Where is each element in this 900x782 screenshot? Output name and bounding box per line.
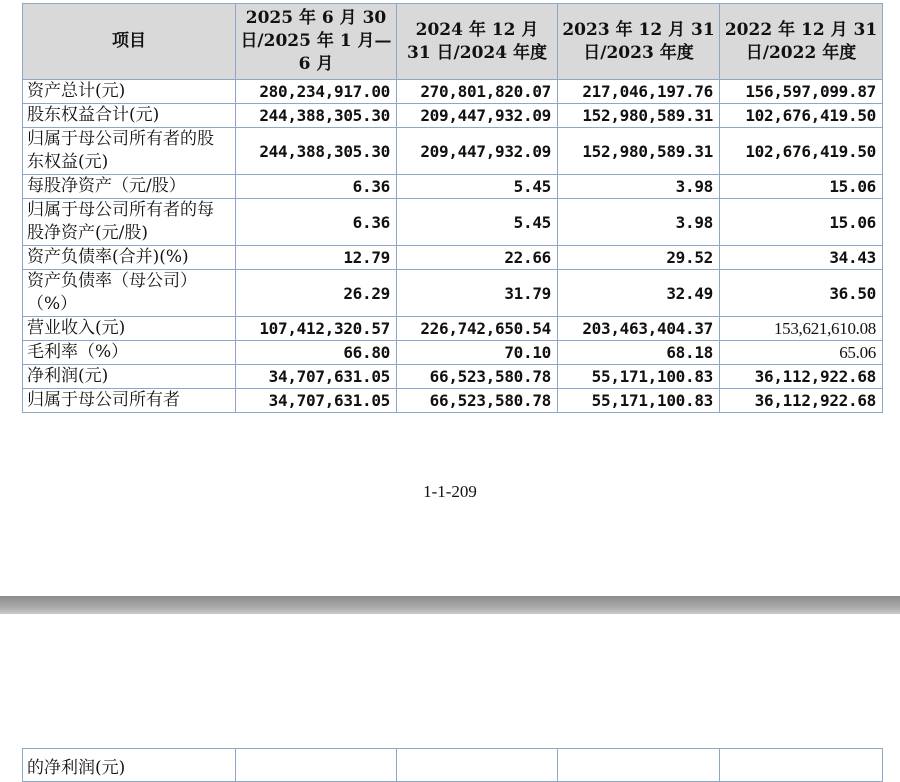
cell: 34,707,631.05 bbox=[236, 365, 397, 389]
row-label: 归属于母公司所有者 bbox=[23, 389, 236, 413]
cell: 153,621,610.08 bbox=[720, 317, 883, 341]
cell bbox=[720, 749, 883, 782]
cell: 55,171,100.83 bbox=[558, 365, 720, 389]
page-number: 1-1-209 bbox=[423, 482, 477, 501]
cell: 203,463,404.37 bbox=[558, 317, 720, 341]
table-row bbox=[23, 749, 883, 782]
cell: 31.79 bbox=[397, 270, 558, 317]
cell bbox=[236, 749, 397, 782]
cell bbox=[397, 749, 558, 782]
cell: 34.43 bbox=[720, 246, 883, 270]
cell: 15.06 bbox=[720, 199, 883, 246]
cell: 152,980,589.31 bbox=[558, 104, 720, 128]
row-label: 资产总计(元) bbox=[23, 80, 236, 104]
cell: 226,742,650.54 bbox=[397, 317, 558, 341]
cell: 66.80 bbox=[236, 341, 397, 365]
cell: 102,676,419.50 bbox=[720, 128, 883, 175]
header-item: 项目 bbox=[23, 4, 236, 80]
row-label: 营业收入(元) bbox=[23, 317, 236, 341]
cell: 12.79 bbox=[236, 246, 397, 270]
cell: 209,447,932.09 bbox=[397, 104, 558, 128]
cell: 5.45 bbox=[397, 175, 558, 199]
cell: 244,388,305.30 bbox=[236, 104, 397, 128]
table-row bbox=[23, 389, 883, 413]
row-label: 股东权益合计(元) bbox=[23, 104, 236, 128]
cell: 36,112,922.68 bbox=[720, 365, 883, 389]
row-label: 归属于母公司所有者的每股净资产(元/股) bbox=[23, 199, 236, 246]
cell: 34,707,631.05 bbox=[236, 389, 397, 413]
row-label: 净利润(元) bbox=[23, 365, 236, 389]
cell: 6.36 bbox=[236, 199, 397, 246]
cell: 15.06 bbox=[720, 175, 883, 199]
financial-indicators-table bbox=[22, 3, 883, 413]
cell: 66,523,580.78 bbox=[397, 389, 558, 413]
table-row bbox=[23, 104, 883, 128]
cell: 6.36 bbox=[236, 175, 397, 199]
cell: 217,046,197.76 bbox=[558, 80, 720, 104]
cell: 5.45 bbox=[397, 199, 558, 246]
table-row bbox=[23, 128, 883, 175]
cell: 68.18 bbox=[558, 341, 720, 365]
cell: 3.98 bbox=[558, 199, 720, 246]
table-row bbox=[23, 80, 883, 104]
table-row bbox=[23, 246, 883, 270]
continued-table bbox=[22, 748, 883, 782]
row-label: 每股净资产（元/股） bbox=[23, 175, 236, 199]
table-row bbox=[23, 270, 883, 317]
table-row bbox=[23, 175, 883, 199]
row-label: 归属于母公司所有者的股东权益(元) bbox=[23, 128, 236, 175]
cell: 55,171,100.83 bbox=[558, 389, 720, 413]
cell: 280,234,917.00 bbox=[236, 80, 397, 104]
row-label: 毛利率（%） bbox=[23, 341, 236, 365]
cell: 3.98 bbox=[558, 175, 720, 199]
cell: 156,597,099.87 bbox=[720, 80, 883, 104]
header-2024: 2024 年 12 月 31 日/2024 年度 bbox=[397, 4, 558, 80]
page-break-divider bbox=[0, 596, 900, 614]
cell: 209,447,932.09 bbox=[397, 128, 558, 175]
cell: 152,980,589.31 bbox=[558, 128, 720, 175]
table-row bbox=[23, 199, 883, 246]
cell: 270,801,820.07 bbox=[397, 80, 558, 104]
header-2023: 2023 年 12 月 31 日/2023 年度 bbox=[558, 4, 720, 80]
cell: 65.06 bbox=[720, 341, 883, 365]
cell: 36.50 bbox=[720, 270, 883, 317]
cell bbox=[558, 749, 720, 782]
cell: 29.52 bbox=[558, 246, 720, 270]
cell: 244,388,305.30 bbox=[236, 128, 397, 175]
table-row bbox=[23, 317, 883, 341]
cell: 26.29 bbox=[236, 270, 397, 317]
cell: 22.66 bbox=[397, 246, 558, 270]
row-label: 资产负债率（母公司）（%） bbox=[23, 270, 236, 317]
cell: 32.49 bbox=[558, 270, 720, 317]
cell: 70.10 bbox=[397, 341, 558, 365]
table-row bbox=[23, 341, 883, 365]
cell: 66,523,580.78 bbox=[397, 365, 558, 389]
cell: 102,676,419.50 bbox=[720, 104, 883, 128]
header-2022: 2022 年 12 月 31 日/2022 年度 bbox=[720, 4, 883, 80]
cell: 36,112,922.68 bbox=[720, 389, 883, 413]
header-2025h1: 2025 年 6 月 30 日/2025 年 1 月—6 月 bbox=[236, 4, 397, 80]
table-row bbox=[23, 365, 883, 389]
cell: 107,412,320.57 bbox=[236, 317, 397, 341]
row-label: 的净利润(元) bbox=[23, 749, 236, 782]
table-header-row bbox=[23, 4, 883, 80]
row-label: 资产负债率(合并)(%) bbox=[23, 246, 236, 270]
